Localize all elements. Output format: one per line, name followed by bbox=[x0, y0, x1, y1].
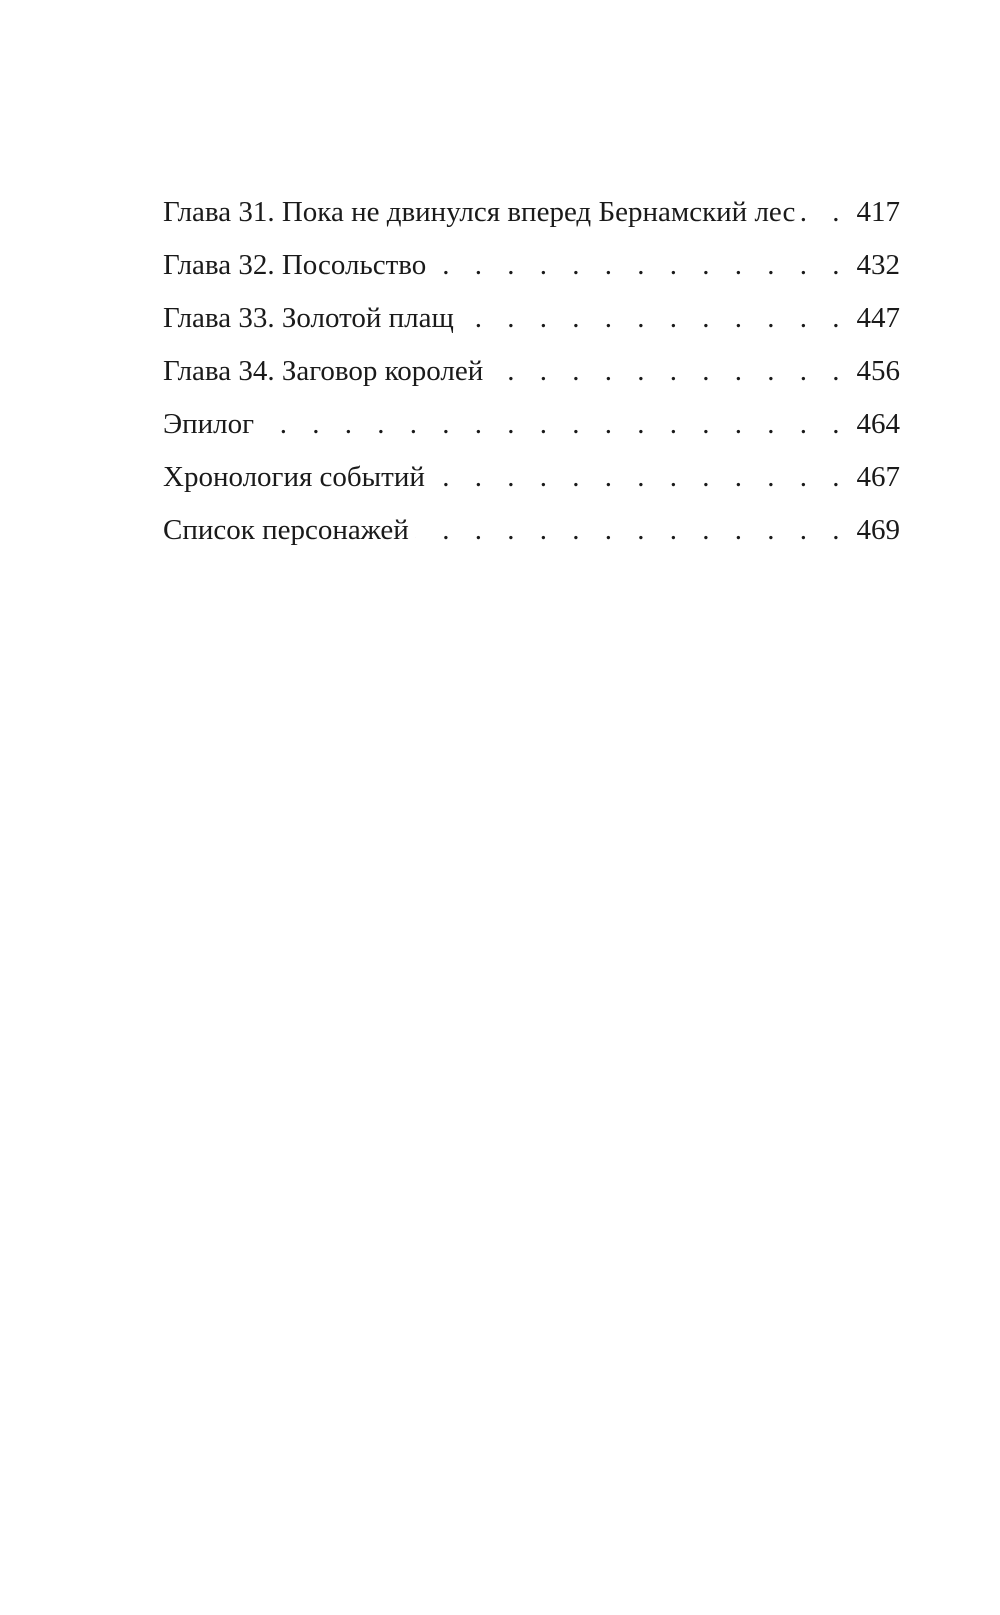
dot-leader bbox=[489, 345, 848, 398]
table-of-contents bbox=[163, 186, 900, 557]
dot-leader bbox=[432, 239, 848, 292]
dot-leader bbox=[260, 398, 848, 451]
toc-entry-title: Глава 32. Посольство bbox=[163, 249, 427, 281]
toc-entry-title: Эпилог bbox=[163, 408, 255, 440]
toc-entry-title: Глава 31. Пока не двинулся вперед Бернамский лес bbox=[163, 196, 796, 228]
toc-entry-chapter-31 bbox=[163, 186, 900, 239]
toc-entry-chapter-32 bbox=[163, 239, 900, 292]
toc-entry-page-number: 469 bbox=[856, 514, 900, 546]
dot-leader bbox=[801, 186, 848, 239]
dot-leader bbox=[415, 504, 849, 557]
toc-entry-title: Глава 33. Золотой плащ bbox=[163, 302, 454, 334]
toc-entry-chronology bbox=[163, 451, 900, 504]
toc-entry-page-number: 456 bbox=[856, 355, 900, 387]
dot-leader bbox=[460, 292, 849, 345]
toc-entry-epilogue bbox=[163, 398, 900, 451]
toc-entry-characters bbox=[163, 504, 900, 557]
dot-leader bbox=[431, 451, 849, 504]
toc-entry-chapter-34 bbox=[163, 345, 900, 398]
toc-entry-title: Хронология событий bbox=[163, 461, 425, 493]
toc-entry-page-number: 432 bbox=[856, 249, 900, 281]
toc-entry-page-number: 447 bbox=[856, 302, 900, 334]
toc-entry-page-number: 467 bbox=[856, 461, 900, 493]
toc-entry-page-number: 417 bbox=[856, 196, 900, 228]
toc-entry-chapter-33 bbox=[163, 292, 900, 345]
toc-entry-title: Глава 34. Заговор королей bbox=[163, 355, 484, 387]
toc-entry-page-number: 464 bbox=[856, 408, 900, 440]
toc-entry-title: Список персонажей bbox=[163, 514, 409, 546]
